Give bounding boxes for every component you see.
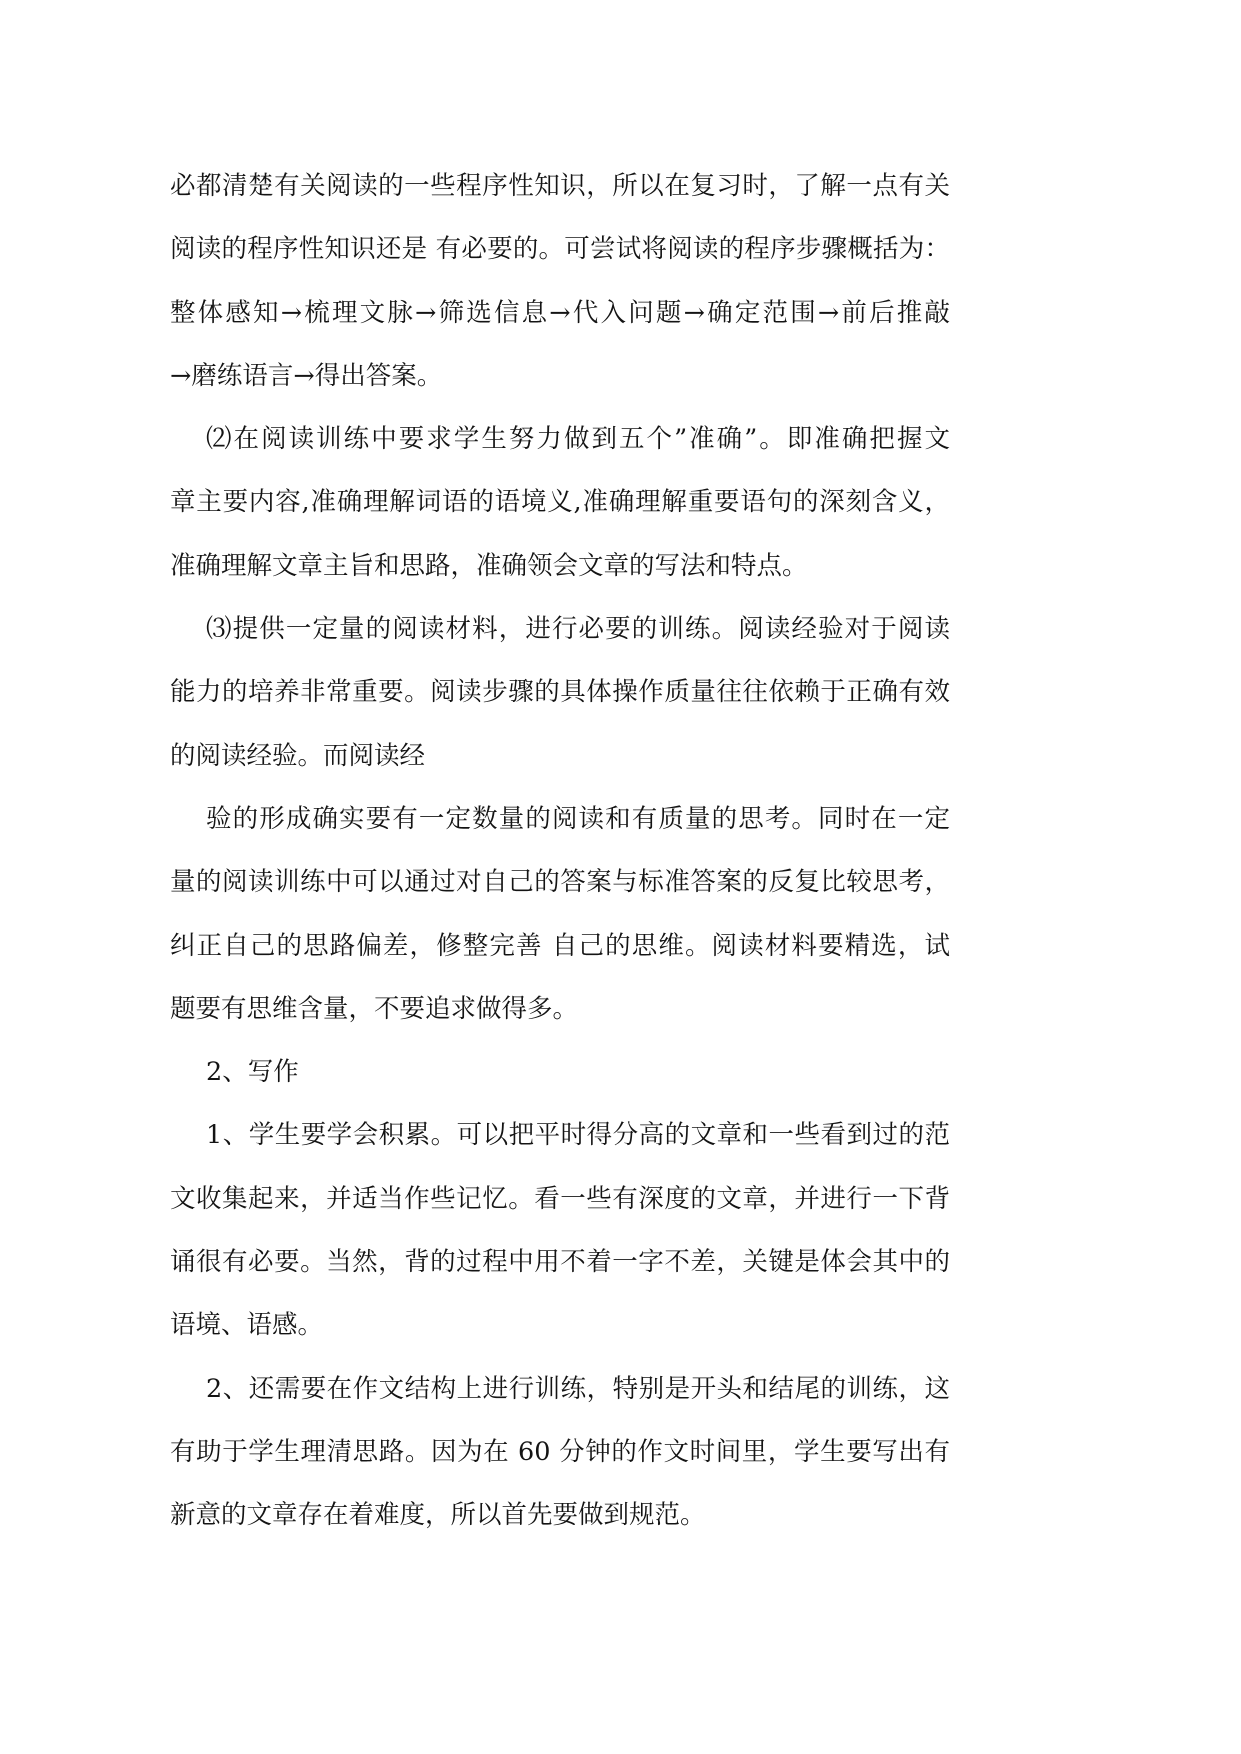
text-line: 能力的培养非常重要。阅读步骤的具体操作质量往往依赖于正确有效 bbox=[170, 677, 950, 708]
paragraph-structure-training bbox=[170, 1358, 950, 1548]
text-line: 的阅读经验。而阅读经 bbox=[170, 740, 426, 771]
paragraph-reading-procedure bbox=[170, 155, 950, 408]
text-line: 阅读的程序性知识还是 有必要的。可尝试将阅读的程序步骤概括为： bbox=[170, 234, 950, 265]
text-line: 量的阅读训练中可以通过对自己的答案与标准答案的反复比较思考， bbox=[170, 867, 950, 898]
text-line: 整体感知→梳理文脉→筛选信息→代入问题→确定范围→前后推敲 bbox=[170, 297, 950, 328]
text-line: 2、还需要在作文结构上进行训练，特别是开头和结尾的训练，这 bbox=[206, 1373, 950, 1404]
text-line: 必都清楚有关阅读的一些程序性知识，所以在复习时，了解一点有关 bbox=[170, 171, 950, 201]
paragraph-accumulation bbox=[170, 1104, 950, 1357]
text-line: 语境、语感。 bbox=[170, 1310, 324, 1341]
text-line: 1、学生要学会积累。可以把平时得分高的文章和一些看到过的范 bbox=[206, 1120, 950, 1151]
text-line: 题要有思维含量，不要追求做得多。 bbox=[170, 993, 579, 1024]
text-line: ⑶提供一定量的阅读材料，进行必要的训练。阅读经验对于阅读 bbox=[206, 614, 950, 645]
paragraph-five-accuracies bbox=[170, 408, 950, 598]
text-line: 验的形成确实要有一定数量的阅读和有质量的思考。同时在一定 bbox=[206, 803, 950, 834]
body-text bbox=[170, 155, 950, 1548]
section-heading-writing bbox=[170, 1041, 950, 1104]
text-line: 纠正自己的思路偏差，修整完善 自己的思维。阅读材料要精选，试 bbox=[170, 930, 950, 961]
text-line: 新意的文章存在着难度，所以首先要做到规范。 bbox=[170, 1500, 706, 1531]
text-line: 文收集起来，并适当作些记忆。看一些有深度的文章，并进行一下背 bbox=[170, 1183, 950, 1214]
text-line: 章主要内容,准确理解词语的语境义,准确理解重要语句的深刻含义， bbox=[170, 487, 950, 518]
paragraph-reading-materials bbox=[170, 598, 950, 788]
text-line: 有助于学生理清思路。因为在 60 分钟的作文时间里，学生要写出有 bbox=[170, 1436, 950, 1467]
text-line: ⑵在阅读训练中要求学生努力做到五个”准确”。即准确把握文 bbox=[206, 424, 950, 455]
text-line: 准确理解文章主旨和思路，准确领会文章的写法和特点。 bbox=[170, 550, 808, 581]
text-line: →磨练语言→得出答案。 bbox=[170, 360, 443, 391]
text-line: 诵很有必要。当然，背的过程中用不着一字不差，关键是体会其中的 bbox=[170, 1247, 950, 1278]
paragraph-reading-experience bbox=[170, 788, 950, 1041]
section-heading: 2、写作 bbox=[206, 1057, 299, 1088]
